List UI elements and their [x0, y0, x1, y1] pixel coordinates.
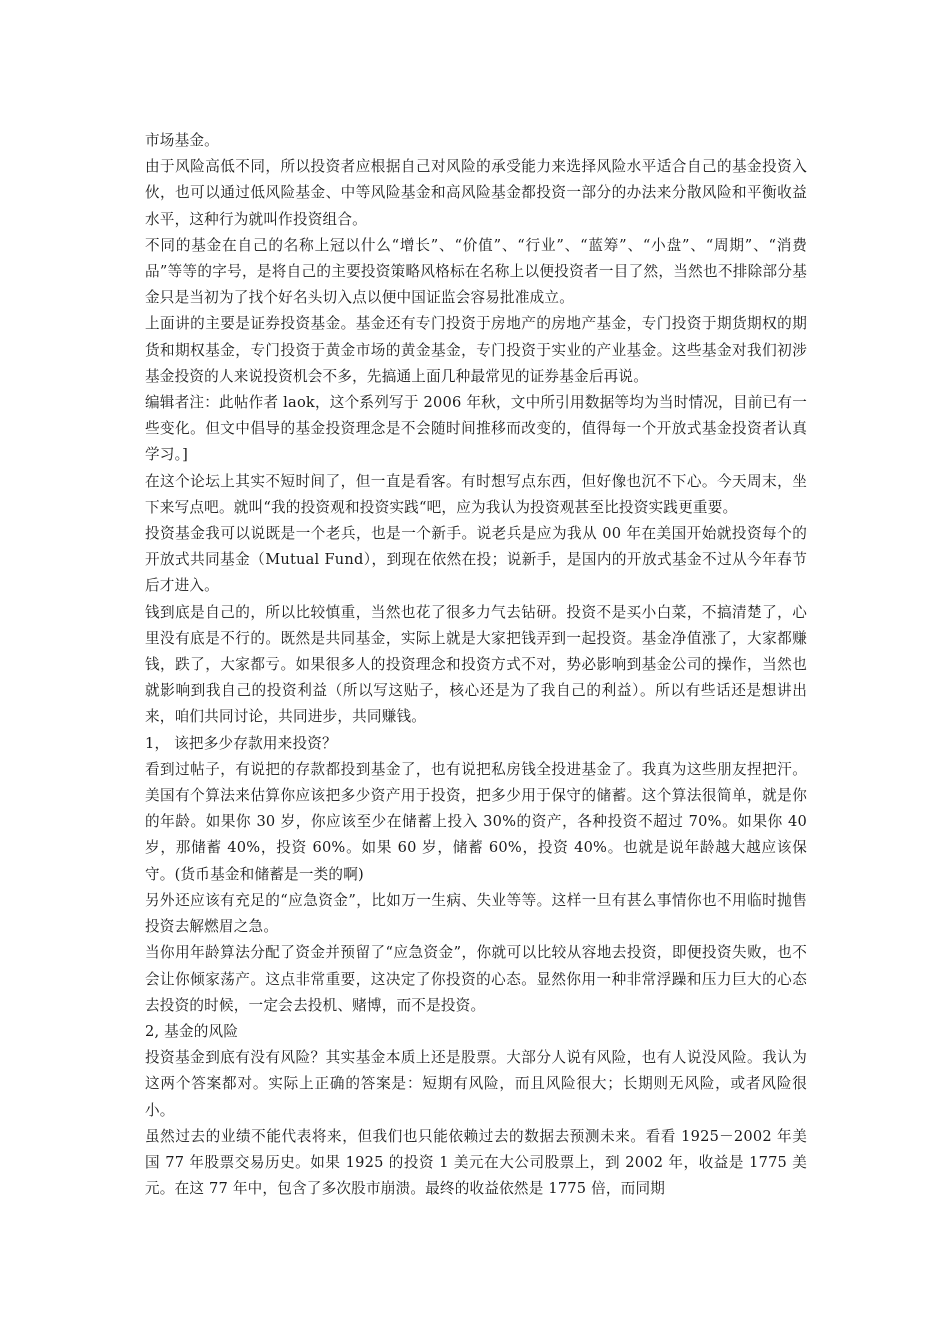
document-body: [145, 128, 807, 1202]
paragraph: 虽然过去的业绩不能代表将来，但我们也只能依赖过去的数据去预测未来。看看 1925－2002 年美国 77 年股票交易历史。如果 1925 的投资 1 美元在大公司股票上，到 2002 年，收益是 1775 美元。在这 77 年中，包含了多次股市崩溃。最终的收益依然是 1775 倍，而同期: [145, 1127, 807, 1198]
paragraph: 由于风险高低不同，所以投资者应根据自己对风险的承受能力来选择风险水平适合自己的基金投资入伙，也可以通过低风险基金、中等风险基金和高风险基金都投资一部分的办法来分散风险和平衡收益水平，这种行为就叫作投资组合。: [145, 158, 807, 228]
section-heading: 2, 基金的风险: [145, 1022, 239, 1040]
section-heading: 1， 该把多少存款用来投资？: [145, 734, 337, 752]
paragraph: 投资基金我可以说既是一个老兵，也是一个新手。说老兵是应为我从 00 年在美国开始就投资每个的开放式共同基金（Mutual Fund），到现在依然在投；说新手，是国内的开放式基金不过从今年春节后才进入。: [145, 525, 807, 595]
paragraph: 当你用年龄算法分配了资金并预留了“应急资金”，你就可以比较从容地去投资，即便投资失败，也不会让你倾家荡产。这点非常重要，这决定了你投资的心态。显然你用一种非常浮躁和压力巨大的心态去投资的时候，一定会去投机、赌博，而不是投资。: [145, 944, 807, 1014]
editor-note: 编辑者注：此帖作者 laok，这个系列写于 2006 年秋，文中所引用数据等均为当时情况，目前已有一些变化。但文中倡导的基金投资理念是不会随时间推移而改变的，值得每一个开放式基金投资者认真学习。]: [145, 394, 807, 464]
paragraph: 钱到底是自己的，所以比较慎重，当然也花了很多力气去钻研。投资不是买小白菜，不搞清楚了，心里没有底是不行的。既然是共同基金，实际上就是大家把钱弄到一起投资。基金净值涨了，大家都赚钱，跌了，大家都亏。如果很多人的投资理念和投资方式不对，势必影响到基金公司的操作，当然也就影响到我自己的投资利益（所以写这贴子，核心还是为了我自己的利益）。所以有些话还是想讲出来，咱们共同讨论，共同进步，共同赚钱。: [145, 603, 807, 726]
paragraph: 另外还应该有充足的“应急资金”，比如万一生病、失业等等。这样一旦有甚么事情你也不用临时抛售投资去解燃眉之急。: [145, 891, 807, 936]
paragraph: 上面讲的主要是证券投资基金。基金还有专门投资于房地产的房地产基金，专门投资于期货期权的期货和期权基金，专门投资于黄金市场的黄金基金，专门投资于实业的产业基金。这些基金对我们初涉基金投资的人来说投资机会不多，先搞通上面几种最常见的证券基金后再说。: [145, 315, 807, 385]
paragraph: 在这个论坛上其实不短时间了，但一直是看客。有时想写点东西，但好像也沉不下心。今天周末，坐下来写点吧。就叫“我的投资观和投资实践“吧，应为我认为投资观甚至比投资实践更重要。: [145, 472, 807, 516]
paragraph: 投资基金到底有没有风险？其实基金本质上还是股票。大部分人说有风险，也有人说没风险。我认为这两个答案都对。实际上正确的答案是：短期有风险，而且风险很大；长期则无风险，或者风险很小。: [145, 1049, 807, 1119]
paragraph: 市场基金。: [145, 132, 219, 149]
paragraph: 看到过帖子，有说把的存款都投到基金了，也有说把私房钱全投进基金了。我真为这些朋友捏把汗。美国有个算法来估算你应该把多少资产用于投资，把多少用于保守的储蓄。这个算法很简单，就是你的年龄。如果你 30 岁，你应该至少在储蓄上投入 30%的资产，各种投资不超过 70%。如果你 40 岁，那储蓄 40%，投资 60%。如果 60 岁，储蓄 60%，投资 40%。也就是说年龄越大越应该保守。(货币基金和储蓄是一类的啊): [145, 760, 807, 883]
paragraph: 不同的基金在自己的名称上冠以什么“增长”、“价值”、“行业”、“蓝筹”、“小盘”、“周期”、“消费品”等等的字号，是将自己的主要投资策略风格标在名称上以便投资者一目了然，当然也不排除部分基金只是当初为了找个好名头切入点以便中国证监会容易批准成立。: [145, 236, 807, 307]
